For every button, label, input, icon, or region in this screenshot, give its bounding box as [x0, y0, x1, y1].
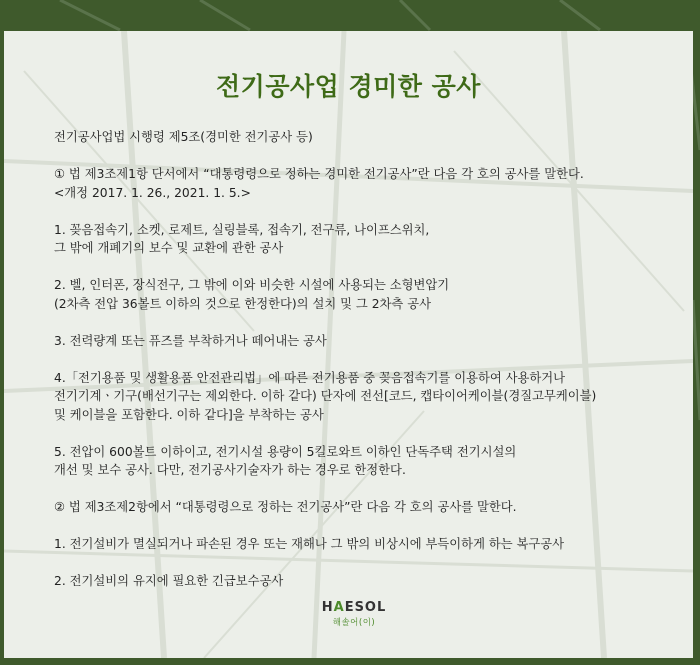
text-line: ① 법 제3조제1항 단서에서 “대통령령으로 정하는 경미한 전기공사”란 다음 각 호의 공사를 말한다.: [54, 167, 584, 181]
content-card: [4, 31, 693, 658]
item-paragraph: [54, 332, 674, 351]
text-line: (2차측 전압 36볼트 이하의 것으로 한정한다)의 설치 및 그 2차측 공사: [54, 296, 431, 311]
text-line: 3. 전력량계 또는 퓨즈를 부착하거나 떼어내는 공사: [54, 333, 327, 348]
logo-subtitle: 해솔어(이): [332, 618, 376, 628]
text-line: 그 밖에 개폐기의 보수 및 교환에 관한 공사: [54, 241, 284, 255]
item-paragraph: [54, 572, 674, 591]
text-line: 개선 및 보수 공사. 다만, 전기공사기술자가 하는 경우로 한정한다.: [54, 463, 406, 477]
clause-paragraph: [54, 498, 674, 517]
clause-paragraph: [54, 165, 674, 202]
text-line: 4.「전기용품 및 생활용품 안전관리법」에 따른 전기용품 중 꽂음접속기를 이용하여 사용하거나: [54, 370, 566, 385]
item-paragraph: [54, 276, 674, 313]
text-line: 1. 전기설비가 멸실되거나 파손된 경우 또는 재해나 그 밖의 비상시에 부득이하게 하는 복구공사: [54, 537, 565, 551]
item-paragraph: [54, 443, 674, 480]
intro-line: 전기공사업법 시행령 제5조(경미한 전기공사 등): [54, 130, 313, 144]
text-line: 2. 벨, 인터폰, 장식전구, 그 밖에 이와 비슷한 시설에 사용되는 소형변압기: [54, 278, 450, 292]
text-line: 2. 전기설비의 유지에 필요한 긴급보수공사: [54, 574, 284, 588]
page-title: 전기공사업 경미한 공사: [216, 72, 481, 101]
logo-wordmark: HAESOL: [321, 600, 387, 615]
item-paragraph: [54, 369, 674, 425]
item-paragraph: [54, 221, 674, 258]
text-line: 및 케이블을 포함한다. 이하 같다]을 부착하는 공사: [54, 407, 324, 422]
document-body: [54, 128, 674, 609]
text-line: 5. 전압이 600볼트 이하이고, 전기시설 용량이 5킬로와트 이하인 단독주택 전기시설의: [54, 444, 517, 459]
text-line: 1. 꽂음접속기, 소켓, 로제트, 실링블록, 접속기, 전구류, 나이프스위치,: [54, 222, 430, 237]
item-paragraph: [54, 535, 674, 554]
text-line: <개정 2017. 1. 26., 2021. 1. 5.>: [54, 185, 251, 200]
haesol-logo: [309, 600, 399, 628]
text-line: 전기기계ㆍ기구(배선기구는 제외한다. 이하 같다) 단자에 전선[코드, 캡타이어케이블(경질고무케이블): [54, 389, 597, 403]
text-line: ② 법 제3조제2항에서 “대통령령으로 정하는 전기공사”란 다음 각 호의 공사를 말한다.: [54, 500, 517, 514]
